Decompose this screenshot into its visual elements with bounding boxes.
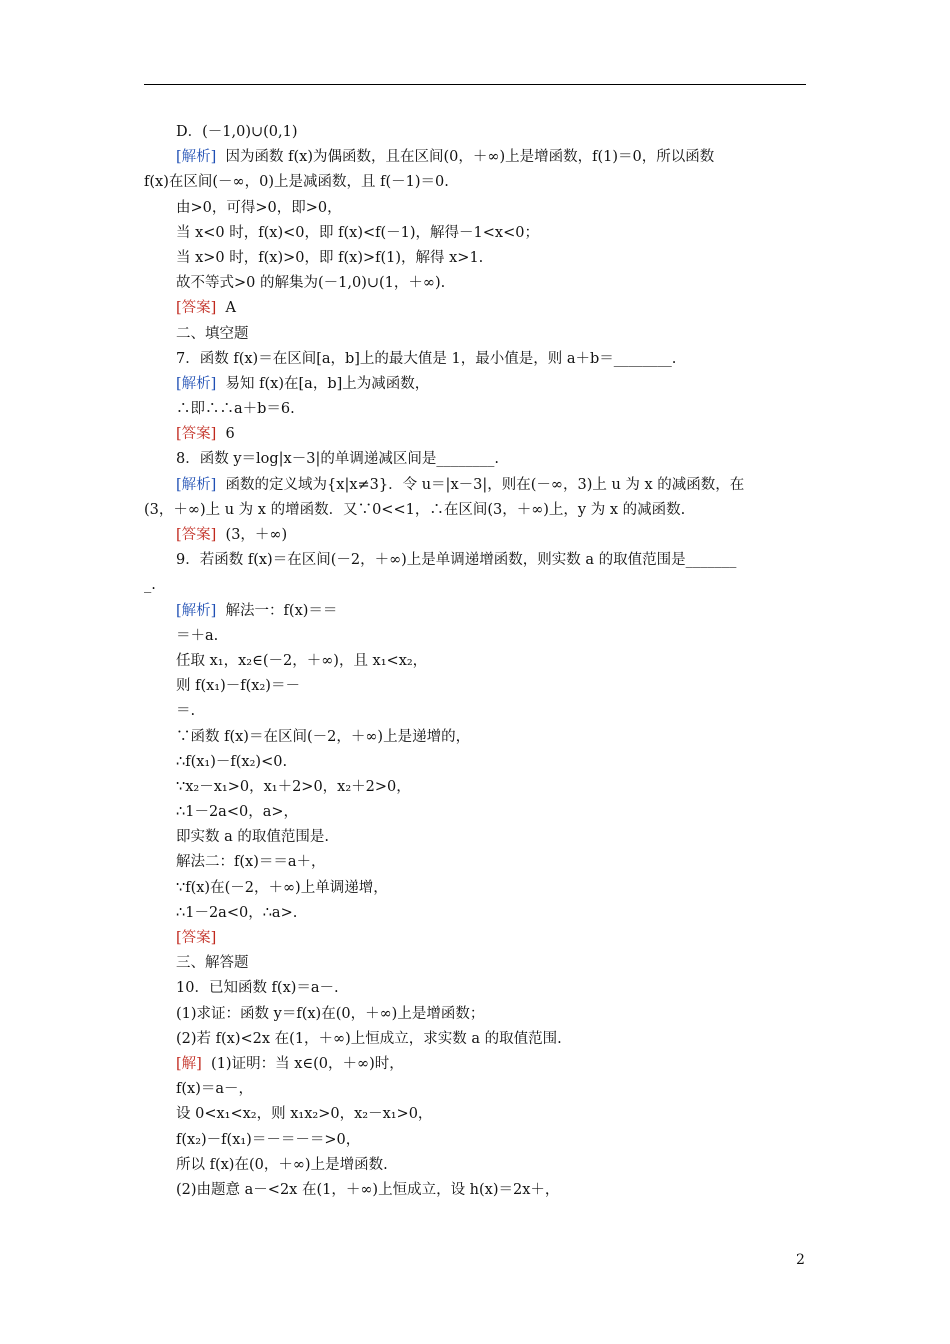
line-text: 所以 f(x)在(0，＋∞)上是增函数. (176, 1156, 388, 1173)
line-text: 8．函数 y＝log|x－3|的单调递减区间是________. (176, 451, 499, 468)
text-line (144, 1128, 806, 1153)
section-tag: [解析] (176, 149, 217, 166)
line-text: ∵f(x)在(－2，＋∞)上单调递增， (176, 879, 388, 896)
text-line (144, 347, 806, 372)
text-line (144, 296, 806, 321)
page-number: 2 (796, 1252, 805, 1268)
text-line (144, 322, 806, 347)
line-text: 7．函数 f(x)＝在区间[a，b]上的最大值是 1，最小值是，则 a＋b＝________. (176, 350, 677, 367)
line-text: (1)求证：函数 y＝f(x)在(0，＋∞)上是增函数； (176, 1005, 485, 1022)
text-line (144, 548, 806, 573)
text-line (144, 498, 806, 523)
line-text: (2)由题意 a－<2x 在(1，＋∞)上恒成立，设 h(x)＝2x＋， (176, 1181, 560, 1198)
line-text: ∴f(x₁)－f(x₂)<0. (176, 753, 288, 770)
text-line (144, 674, 806, 699)
line-text: 6 (216, 426, 235, 443)
line-text: 则 f(x₁)－f(x₂)＝－ (176, 678, 300, 695)
text-line (144, 1027, 806, 1052)
text-line (144, 372, 806, 397)
section-tag: [答案] (176, 527, 217, 543)
text-line (144, 1052, 806, 1077)
text-line (144, 573, 806, 598)
line-text: 当 x>0 时，f(x)>0，即 f(x)>f(1)，解得 x>1. (176, 249, 484, 266)
line-text: 易知 f(x)在[a，b]上为减函数， (216, 375, 430, 392)
text-line (144, 976, 806, 1001)
text-line (144, 850, 806, 875)
line-text: ∵x₂－x₁>0，x₁＋2>0，x₂＋2>0， (176, 778, 411, 795)
line-text: 设 0<x₁<x₂，则 x₁x₂>0，x₂－x₁>0， (176, 1106, 433, 1123)
text-line (144, 624, 806, 649)
line-text: 任取 x₁，x₂∈(－2，＋∞)，且 x₁<x₂， (176, 652, 428, 669)
line-text: 解法一：f(x)＝＝ (216, 602, 338, 619)
line-text: ＝＋a. (176, 627, 219, 644)
document-body (144, 120, 806, 1203)
line-text: 三、解答题 (176, 955, 249, 972)
text-line (144, 901, 806, 926)
text-line (144, 750, 806, 775)
text-line (144, 422, 806, 447)
section-tag: [解析] (176, 602, 217, 619)
line-text: 二、填空题 (176, 325, 249, 342)
line-text: 即实数 a 的取值范围是. (176, 829, 329, 846)
text-line (144, 926, 806, 951)
text-line (144, 246, 806, 271)
text-line (144, 523, 806, 548)
section-tag: [答案] (176, 426, 217, 443)
line-text: 故不等式>0 的解集为(－1,0)∪(1，＋∞). (176, 275, 446, 292)
section-tag: [答案] (176, 300, 217, 317)
text-line (144, 1102, 806, 1127)
line-text: (1)证明：当 x∈(0，＋∞)时， (201, 1055, 404, 1072)
section-tag: [解析] (176, 476, 217, 493)
text-line (144, 397, 806, 422)
text-line (144, 725, 806, 750)
text-line (144, 599, 806, 624)
line-text: f(x)＝a－， (176, 1081, 254, 1098)
line-text: ∴1－2a<0，a>， (176, 804, 298, 821)
line-text: ∵函数 f(x)＝在区间(－2，＋∞)上是递增的， (176, 728, 471, 745)
text-line (144, 825, 806, 850)
text-line (144, 1178, 806, 1203)
line-text: (2)若 f(x)<2x 在(1，＋∞)上恒成立，求实数 a 的取值范围. (176, 1030, 562, 1047)
line-text: 9．若函数 f(x)＝在区间(－2，＋∞)上是单调递增函数，则实数 a 的取值范围是_______ (176, 552, 737, 569)
text-line (144, 196, 806, 221)
section-tag: [答案] (176, 930, 217, 946)
line-text: 10．已知函数 f(x)＝a－. (176, 980, 339, 997)
line-text: ∴即∴∴a＋b＝6. (176, 401, 295, 418)
line-text: ＝. (176, 703, 196, 720)
text-line (144, 145, 806, 170)
line-text: _. (144, 577, 156, 594)
text-line (144, 221, 806, 246)
line-text: 函数的定义域为{x|x≠3}．令 u＝|x－3|，则在(－∞，3)上 u 为 x 的减函数，在 (216, 476, 745, 493)
text-line (144, 1002, 806, 1027)
text-line (144, 447, 806, 472)
text-line (144, 649, 806, 674)
line-text: (3，＋∞) (216, 527, 288, 543)
line-text: 由>0，可得>0，即>0， (176, 199, 342, 216)
line-text: 因为函数 f(x)为偶函数，且在区间(0，＋∞)上是增函数，f(1)＝0，所以函数 (216, 149, 715, 166)
text-line (144, 120, 806, 145)
text-line (144, 800, 806, 825)
text-line (144, 699, 806, 724)
section-tag: [解] (176, 1055, 202, 1072)
text-line (144, 775, 806, 800)
text-line (144, 951, 806, 976)
text-line (144, 473, 806, 498)
line-text: (3，＋∞)上 u 为 x 的增函数．又∵0<<1，∴在区间(3，＋∞)上，y 为 x 的减函数. (144, 501, 686, 518)
text-line (144, 876, 806, 901)
section-tag: [解析] (176, 375, 217, 392)
header-rule (144, 84, 806, 85)
text-line (144, 1153, 806, 1178)
line-text: f(x₂)－f(x₁)＝－＝－＝>0， (176, 1131, 361, 1148)
line-text: 当 x<0 时，f(x)<0，即 f(x)<f(－1)，解得－1<x<0； (176, 224, 539, 241)
line-text: ∴1－2a<0，∴a>. (176, 904, 298, 921)
line-text: A (216, 300, 237, 317)
line-text: 解法二：f(x)＝＝a＋， (176, 854, 326, 871)
text-line (144, 271, 806, 296)
line-text: D．(－1,0)∪(0,1) (176, 124, 298, 140)
line-text: f(x)在区间(－∞，0)上是减函数，且 f(－1)＝0. (144, 174, 449, 191)
text-line (144, 1077, 806, 1102)
text-line (144, 170, 806, 195)
